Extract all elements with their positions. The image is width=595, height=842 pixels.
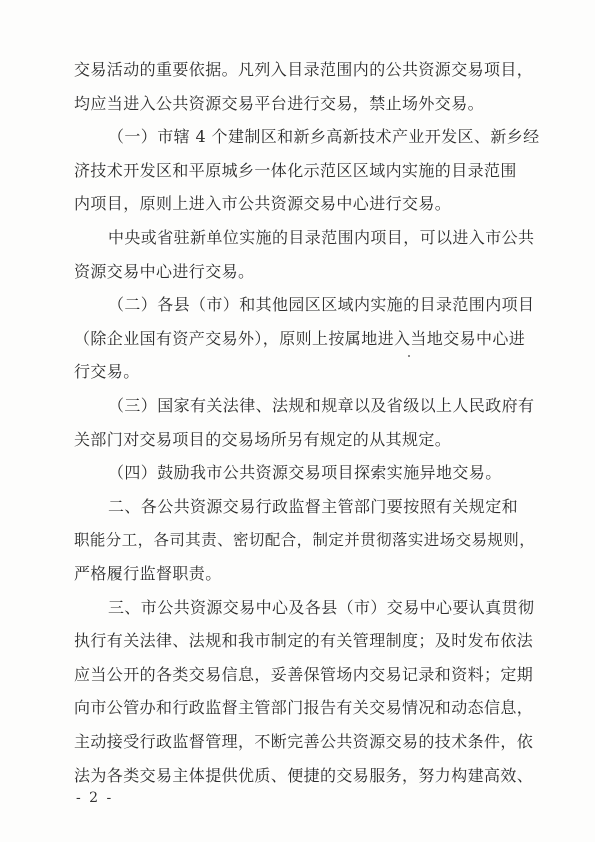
body-line: （三）国家有关法律、法规和规章以及省级以上人民政府有	[108, 396, 535, 415]
scan-speck	[408, 355, 410, 357]
body-line: 内项目，原则上进入市公共资源交易中心进行交易。	[74, 194, 452, 214]
body-line: 二、各公共资源交易行政监督主管部门要按照有关规定和	[108, 496, 519, 516]
body-line: （除企业国有资产交易外），原则上按属地进入当地交易中心进	[74, 328, 526, 348]
body-line: 中央或省驻新单位实施的目录范围内项目，可以进入市公共	[108, 228, 535, 247]
body-line: （四）鼓励我市公共资源交易项目探索实施异地交易。	[108, 463, 502, 483]
body-line: 关部门对交易项目的交易场所另有规定的从其规定。	[74, 429, 452, 449]
body-line: 行交易。	[74, 362, 140, 382]
body-line: （二）各县（市）和其他园区区域内实施的目录范围内项目	[108, 295, 535, 315]
body-line: 职能分工，各司其责、密切配合，制定并贯彻落实进场交易规则，	[74, 531, 536, 550]
body-line: 应当公开的各类交易信息，妥善保管场内交易记录和资料；定期	[74, 664, 534, 684]
page-number: - 2 -	[76, 790, 114, 806]
body-line: 严格履行监督职责。	[74, 564, 222, 583]
body-line: 执行有关法律、法规和我市制定的有关管理制度；及时发布依法	[74, 631, 534, 651]
body-line: 主动接受行政监督管理，不断完善公共资源交易的技术条件，依	[74, 732, 534, 751]
body-line: 向市公管办和行政监督主管部门报告有关交易情况和动态信息，	[74, 698, 534, 718]
body-line: 法为各类交易主体提供优质、便捷的交易服务，努力构建高效、	[74, 765, 534, 785]
body-line: 交易活动的重要依据。凡列入目录范围内的公共资源交易项目，	[74, 60, 534, 79]
body-line: 三、市公共资源交易中心及各县（市）交易中心要认真贯彻	[108, 597, 535, 617]
body-line: 资源交易中心进行交易。	[74, 261, 255, 281]
body-line: 济技术开发区和平原城乡一体化示范区区域内实施的目录范围	[74, 160, 517, 180]
body-line: （一）市辖 4 个建制区和新乡高新技术产业开发区、新乡经	[108, 127, 540, 147]
body-line: 均应当进入公共资源交易平台进行交易，禁止场外交易。	[74, 93, 485, 113]
